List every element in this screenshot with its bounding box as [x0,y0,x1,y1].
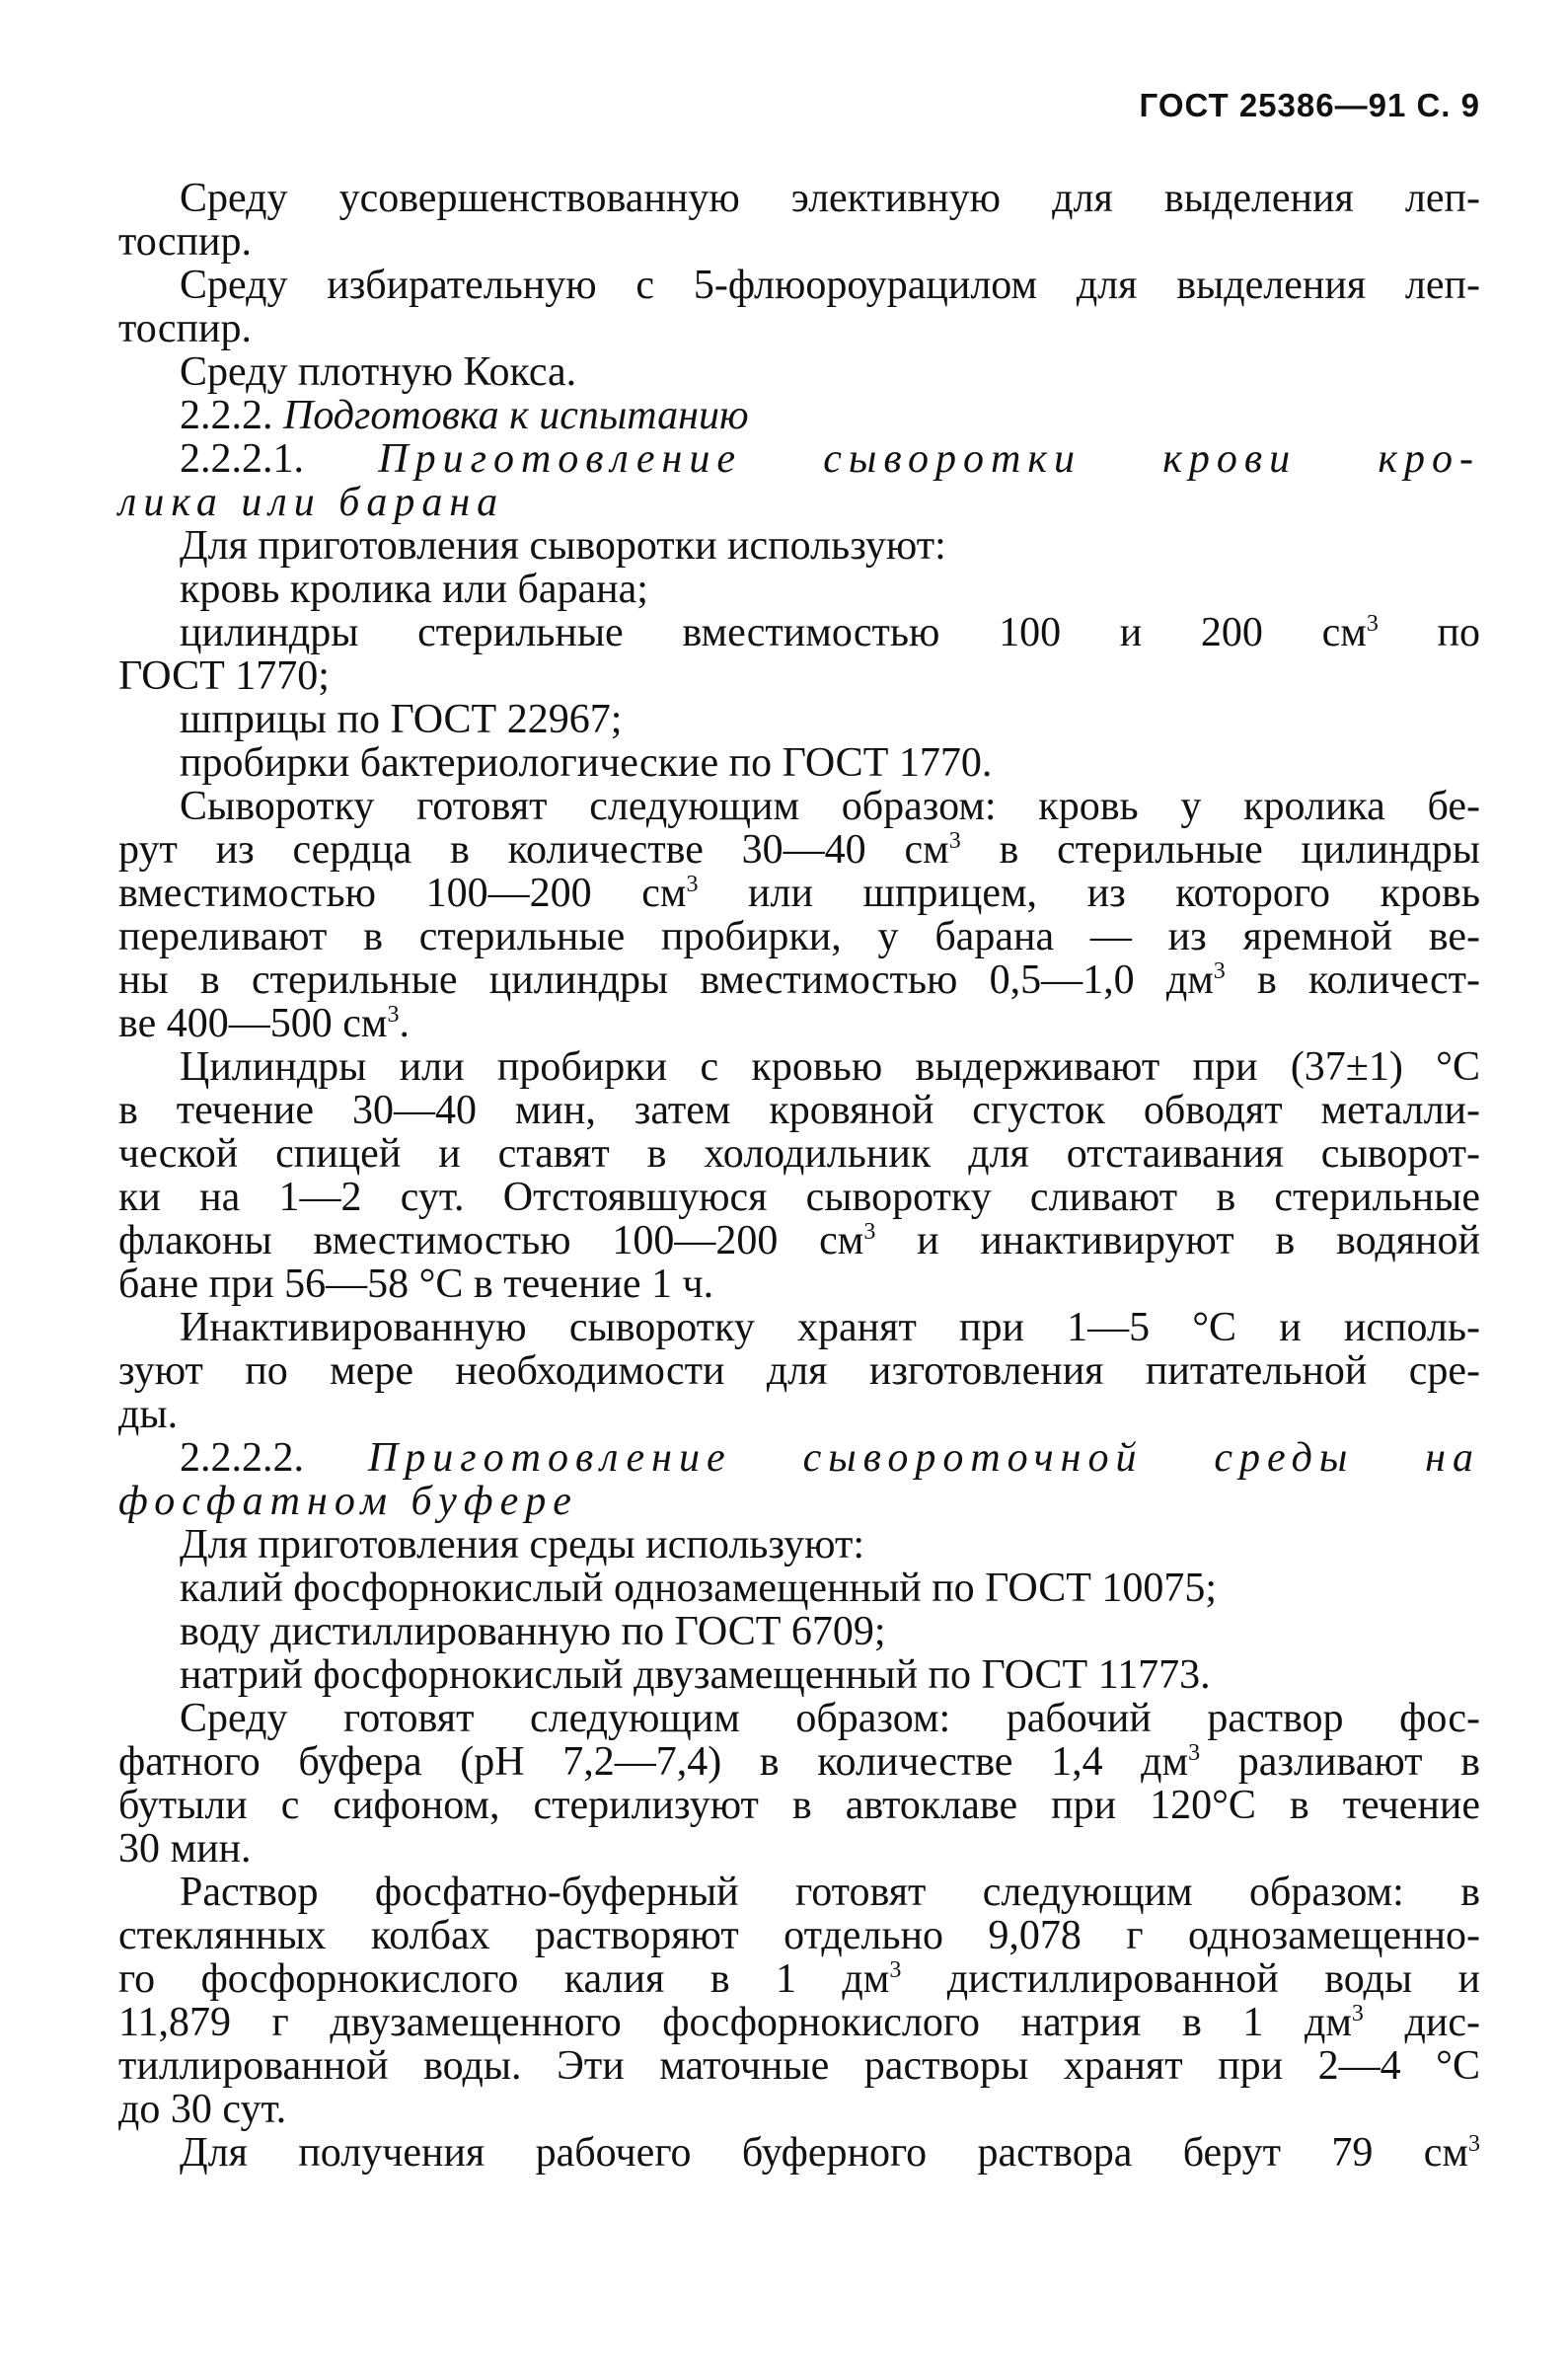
text-line: бане при 56—58 °С в течение 1 ч. [118,1261,714,1307]
text-line: Для приготовления среды используют: [180,1522,864,1567]
section-title: Приготовление сывороточной среды на [367,1435,1481,1481]
list-item: пробирки бактериологические по ГОСТ 1770. [180,740,993,786]
subsection-heading [118,436,1480,482]
text-line: Среду плотную Кокса. [180,349,577,395]
text-line: фатного буфера (рН 7,2—7,4) в количестве 1,4 $дм^3$ разливают в [118,1739,1480,1785]
section-number: 2.2.2.1. [180,436,304,482]
text-line: Для приготовления сыворотки используют: [180,523,946,569]
text-line: тоспир. [118,219,252,265]
section-title: Приготовление сыворотки крови кро- [378,436,1480,482]
text-line: Среду усовершенствованную элективную для выделения леп- [180,176,1480,221]
section-number: 2.2.2. [180,393,273,438]
text-line: зуют по мере необходимости для изготовления питательной сре- [118,1348,1480,1394]
text-line: 30 мин. [118,1826,252,1872]
text-line: ческой спицей и ставят в холодильник для отстаивания сыворот- [118,1131,1480,1177]
list-item: цилиндры стерильные вместимостью 100 и 200 $см^3$ по [180,610,1481,655]
section-heading [118,393,1480,438]
text-line: ны в стерильные цилиндры вместимостью 0,5—1,0 $дм^3$ в количест- [118,957,1481,1003]
text-line: флаконы вместимостью 100—200 $см^3$ и инактивируют в водяной [118,1218,1480,1263]
text-line: переливают в стерильные пробирки, у барана — из яремной ве- [118,914,1480,959]
section-number: 2.2.2.2. [180,1435,304,1481]
text-line: стеклянных колбах растворяют отдельно 9,078 г однозамещенно- [118,1913,1480,1958]
text-line: Для получения рабочего буферного раствора берут 79 $см^3$ [180,2130,1480,2176]
text-line: до 30 сут. [118,2087,287,2132]
text-line: бутыли с сифоном, стерилизуют в автоклаве при 120°С в течение [118,1783,1480,1828]
list-item: калий фосфорнокислый однозамещенный по ГОСТ 10075; [180,1566,1218,1611]
list-item: шприцы по ГОСТ 22967; [180,697,623,742]
list-item: ГОСТ 1770; [118,653,330,699]
section-title: Подготовка к испытанию [283,393,749,438]
section-title-cont: лика или барана [118,480,505,525]
text-line: го фосфорнокислого калия в 1 $дм^3$ дистиллированной воды и [118,1956,1480,2002]
section-title-cont: фосфатном буфере [118,1479,578,1524]
text-line: 11,879 г двузамещенного фосфорнокислого натрия в 1 $дм^3$ дис- [118,2000,1480,2045]
text-line: ве 400—500 $см^3$. [118,1001,410,1046]
list-item: воду дистиллированную по ГОСТ 6709; [180,1609,886,1654]
subsection-heading [118,1435,1480,1481]
text-line: Инактивированную сыворотку хранят при 1—5 °С и исполь- [180,1305,1480,1350]
text-line: тоспир. [118,306,252,351]
text-line: вместимостью 100—200 $см^3$ или шприцем, из которого кровь [118,871,1481,916]
text-line: Среду избирательную с 5-флюороурацилом для выделения леп- [180,263,1480,308]
text-line: ки на 1—2 сут. Отстоявшуюся сыворотку сливают в стерильные [118,1175,1480,1220]
text-line: в течение 30—40 мин, затем кровяной сгусток обводят металли- [118,1088,1480,1133]
text-line: тиллированной воды. Эти маточные растворы хранят при 2—4 °С [118,2043,1480,2089]
page-header: ГОСТ 25386—91 С. 9 [1139,87,1480,123]
text-line: рут из сердца в количестве 30—40 $см^3$ в стерильные цилиндры [118,827,1480,873]
text-line: Раствор фосфатно-буферный готовят следующим образом: в [180,1870,1480,1915]
list-item: натрий фосфорнокислый двузамещенный по ГОСТ 11773. [180,1652,1211,1698]
text-line: Среду готовят следующим образом: рабочий раствор фос- [180,1696,1480,1741]
text-line: Цилиндры или пробирки с кровью выдерживают при (37±1) °С [180,1044,1480,1090]
text-line: Сыворотку готовят следующим образом: кровь у кролика бе- [180,784,1480,829]
text-line: ды. [118,1392,179,1437]
list-item: кровь кролика или барана; [180,567,648,612]
